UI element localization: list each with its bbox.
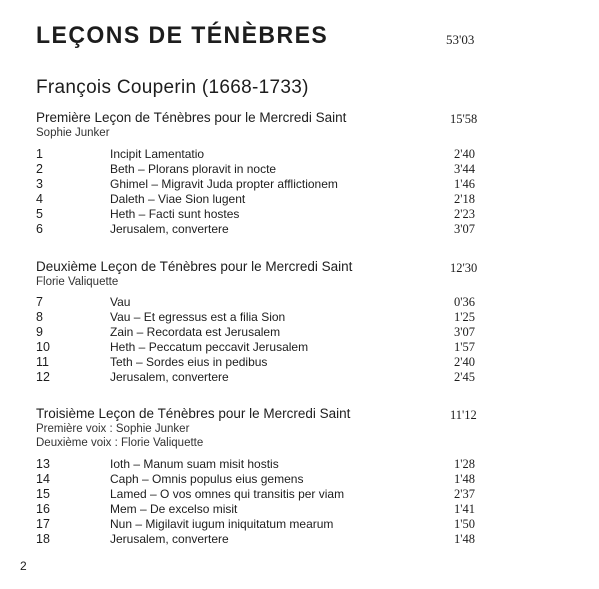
track-row	[0, 487, 599, 502]
track-title: Heth – Peccatum peccavit Jerusalem	[110, 340, 309, 354]
lecon-3-title: Troisième Leçon de Ténèbres pour le Mercredi Saint	[36, 406, 351, 421]
track-row	[0, 325, 599, 340]
track-duration: 1'57	[453, 340, 475, 354]
track-row	[0, 310, 599, 325]
track-duration: 2'40	[453, 355, 475, 369]
lecon-3-performer-1: Première voix : Sophie Junker	[36, 423, 190, 435]
track-duration: 1'50	[453, 517, 475, 531]
track-title: Jerusalem, convertere	[110, 532, 229, 546]
track-duration: 1'46	[453, 177, 475, 191]
lecon-2-performer: Florie Valiquette	[36, 276, 119, 288]
track-duration: 2'40	[453, 147, 475, 161]
page-number: 2	[20, 559, 27, 573]
track-duration: 3'07	[453, 325, 475, 339]
track-title: Jerusalem, convertere	[110, 370, 229, 384]
track-number: 11	[36, 355, 49, 369]
track-title: Beth – Plorans ploravit in nocte	[110, 162, 277, 176]
track-duration: 0'36	[453, 295, 475, 309]
track-row	[0, 207, 599, 222]
lecon-1-performer: Sophie Junker	[36, 127, 110, 139]
lecon-3-performer-2: Deuxième voix : Florie Valiquette	[36, 437, 204, 449]
lecon-2-duration: 12'30	[450, 261, 478, 275]
track-number: 4	[36, 192, 43, 206]
track-duration: 2'18	[453, 192, 475, 206]
track-number: 14	[36, 472, 50, 486]
track-number: 6	[36, 222, 43, 236]
track-number: 16	[36, 502, 50, 516]
track-number: 18	[36, 532, 50, 546]
track-title: Vau – Et egressus est a filia Sion	[110, 310, 286, 324]
track-title: Mem – De excelso misit	[110, 502, 238, 516]
track-title: Jerusalem, convertere	[110, 222, 229, 236]
track-row	[0, 472, 599, 487]
track-title: Teth – Sordes eius in pedibus	[110, 355, 268, 369]
track-number: 17	[36, 517, 50, 531]
track-row	[0, 532, 599, 547]
lecon-1-title: Première Leçon de Ténèbres pour le Mercredi Saint	[36, 110, 347, 125]
track-number: 2	[36, 162, 43, 176]
track-duration: 2'37	[453, 487, 475, 501]
track-number: 13	[36, 457, 50, 471]
track-title: Incipit Lamentatio	[110, 147, 205, 161]
track-number: 8	[36, 310, 43, 324]
track-duration: 2'23	[453, 207, 475, 221]
track-row	[0, 222, 599, 237]
track-number: 1	[36, 147, 43, 161]
track-title: Vau	[110, 295, 131, 309]
track-row	[0, 192, 599, 207]
lecon-2-title: Deuxième Leçon de Ténèbres pour le Mercredi Saint	[36, 259, 353, 274]
track-title: Daleth – Viae Sion lugent	[110, 192, 246, 206]
total-duration: 53'03	[446, 32, 475, 47]
track-row	[0, 340, 599, 355]
track-row	[0, 147, 599, 162]
track-number: 7	[36, 295, 43, 309]
track-duration: 1'48	[453, 472, 475, 486]
track-title: Lamed – O vos omnes qui transitis per viam	[110, 487, 345, 501]
page-title: LEÇONS DE TÉNÈBRES	[36, 22, 329, 49]
track-row	[0, 502, 599, 517]
track-row	[0, 355, 599, 370]
track-row	[0, 295, 599, 310]
track-title: Ghimel – Migravit Juda propter afflictionem	[110, 177, 338, 191]
track-duration: 3'07	[453, 222, 475, 236]
track-duration: 1'25	[453, 310, 475, 324]
track-title: Nun – Migilavit iugum iniquitatum mearum	[110, 517, 334, 531]
track-number: 12	[36, 370, 50, 384]
track-duration: 3'44	[453, 162, 475, 176]
track-title: Heth – Facti sunt hostes	[110, 207, 240, 221]
track-row	[0, 517, 599, 532]
track-row	[0, 177, 599, 192]
track-duration: 1'28	[453, 457, 475, 471]
track-number: 9	[36, 325, 43, 339]
track-title: Ioth – Manum suam misit hostis	[110, 457, 279, 471]
track-number: 5	[36, 207, 43, 221]
track-duration: 2'45	[453, 370, 475, 384]
track-title: Caph – Omnis populus eius gemens	[110, 472, 304, 486]
track-number: 15	[36, 487, 50, 501]
lecon-3-duration: 11'12	[450, 408, 477, 422]
lecon-1-duration: 15'58	[450, 112, 478, 126]
track-number: 3	[36, 177, 43, 191]
composer-heading: François Couperin (1668-1733)	[36, 77, 309, 98]
track-duration: 1'48	[453, 532, 475, 546]
track-row	[0, 370, 599, 385]
track-duration: 1'41	[453, 502, 475, 516]
track-row	[0, 457, 599, 472]
track-title: Zain – Recordata est Jerusalem	[110, 325, 281, 339]
track-row	[0, 162, 599, 177]
track-number: 10	[36, 340, 50, 354]
